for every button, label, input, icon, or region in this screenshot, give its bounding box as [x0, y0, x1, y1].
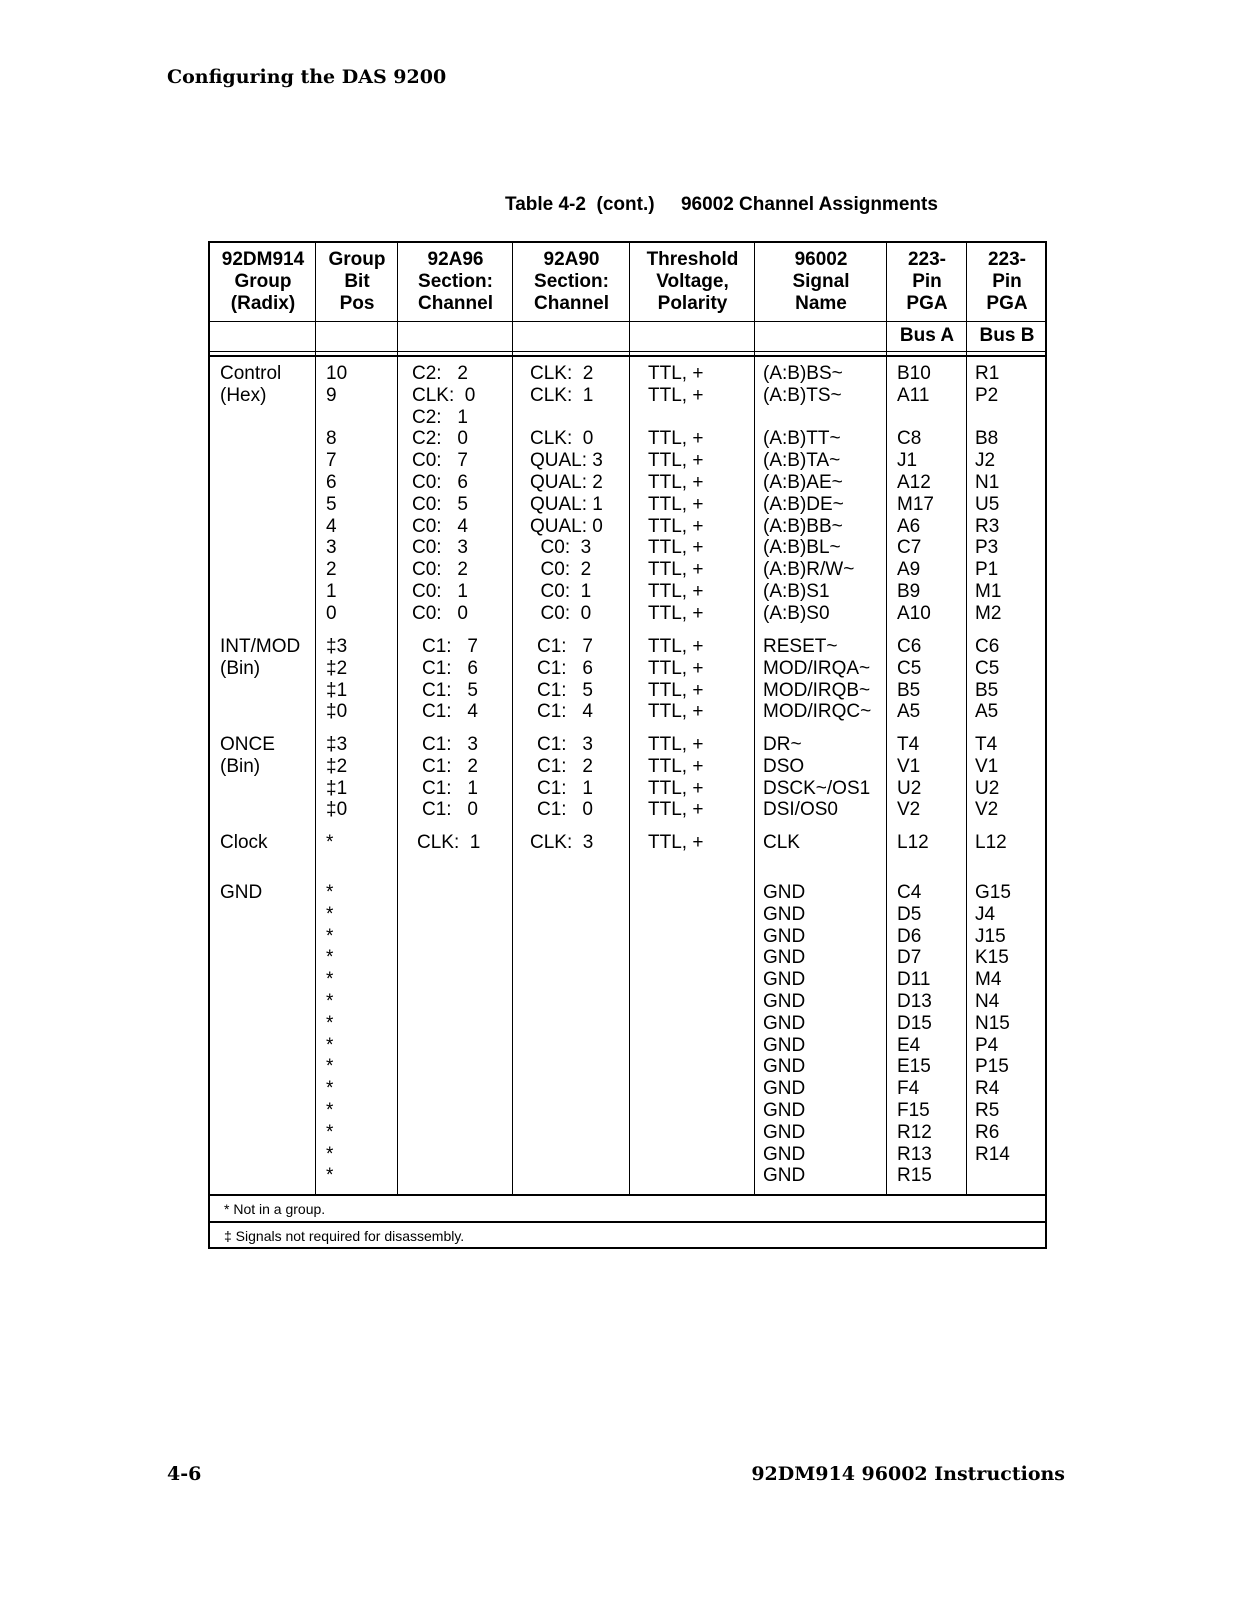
a96-channel-column: C1: 3 C1: 2 C1: 1 C1: 0: [422, 734, 478, 821]
table-caption: Table 4-2 (cont.) 96002 Channel Assignments: [505, 194, 938, 215]
a90-channel-column: CLK: 3: [530, 832, 594, 853]
bus-a-pin-column: T4 V1 U2 V2: [897, 734, 922, 821]
group-name: ONCE (Bin): [220, 734, 275, 777]
header-group-radix: 92DM914 Group (Radix): [221, 249, 305, 314]
a96-channel-column: C1: 7 C1: 6 C1: 5 C1: 4: [422, 636, 478, 723]
signal-name-column: (A:B)BS~ (A:B)TS~ (A:B)TT~ (A:B)TA~ (A:B)AE~ (A:B)DE~ (A:B)BB~ (A:B)BL~ (A:B)R/W~ (A:B)S1 (A:B)S0: [763, 363, 855, 624]
bus-b-pin-column: T4 V1 U2 V2: [975, 734, 1000, 821]
bus-a-pin-column: B10 A11 C8 J1 A12 M17 A6 C7 A9 B9 A10: [897, 363, 934, 624]
bus-b-pin-column: C6 C5 B5 A5: [975, 636, 1000, 723]
group-name: GND: [220, 882, 263, 903]
subheader-bus-a: Bus A: [899, 325, 955, 346]
a90-channel-column: C1: 7 C1: 6 C1: 5 C1: 4: [537, 636, 593, 723]
table-body: [210, 356, 1045, 1194]
table-subheader-row: [210, 321, 1045, 352]
bit-pos-column: * * * * * * * * * * * * * *: [326, 882, 334, 1187]
bit-pos-column: 10 9 8 7 6 5 4 3 2 1 0: [326, 363, 348, 624]
a96-channel-column: CLK: 1: [417, 832, 481, 853]
group-name: Clock: [220, 832, 268, 853]
footnote-not-required: ‡ Signals not required for disassembly.: [210, 1221, 1045, 1247]
signal-name-column: CLK: [763, 832, 800, 853]
bit-pos-column: ‡3 ‡2 ‡1 ‡0: [326, 636, 348, 723]
header-92a96: 92A96 Section: Channel: [418, 249, 493, 314]
a90-channel-column: CLK: 2 CLK: 1 CLK: 0 QUAL: 3 QUAL: 2 QUAL: 1 QUAL: 0 C0: 3 C0: 2 C0: 1 C0: 0: [530, 363, 603, 624]
header-pga-b: 223- Pin PGA: [986, 249, 1028, 314]
bus-b-pin-column: L12: [975, 832, 1007, 853]
signal-name-column: GND GND GND GND GND GND GND GND GND GND GND GND GND GND: [763, 882, 806, 1187]
signal-name-column: DR~ DSO DSCK~/OS1 DSI/OS0: [763, 734, 871, 821]
bus-a-pin-column: C6 C5 B5 A5: [897, 636, 922, 723]
header-threshold: Threshold Voltage, Polarity: [646, 249, 739, 314]
document-title-footer: 92DM914 96002 Instructions: [751, 1463, 1065, 1485]
header-bit-pos: Group Bit Pos: [328, 249, 386, 314]
bus-a-pin-column: L12: [897, 832, 929, 853]
bit-pos-column: ‡3 ‡2 ‡1 ‡0: [326, 734, 348, 821]
footnote-not-in-group: * Not in a group.: [210, 1194, 1045, 1221]
bit-pos-column: *: [326, 832, 334, 853]
threshold-column: TTL, + TTL, + TTL, + TTL, +: [648, 734, 704, 821]
channel-assignment-table: [208, 241, 1047, 1249]
group-name: INT/MOD (Bin): [220, 636, 301, 679]
signal-name-column: RESET~ MOD/IRQA~ MOD/IRQB~ MOD/IRQC~: [763, 636, 872, 723]
a90-channel-column: C1: 3 C1: 2 C1: 1 C1: 0: [537, 734, 593, 821]
group-name: Control (Hex): [220, 363, 282, 406]
subheader-bus-b: Bus B: [979, 325, 1035, 346]
threshold-column: TTL, + TTL, + TTL, + TTL, + TTL, + TTL, + TTL, + TTL, + TTL, + TTL, + TTL, +: [648, 363, 704, 624]
table-header-row: [210, 243, 1045, 322]
threshold-column: TTL, + TTL, + TTL, + TTL, +: [648, 636, 704, 723]
header-pga-a: 223- Pin PGA: [906, 249, 948, 314]
page-number: 4-6: [167, 1463, 202, 1485]
bus-b-pin-column: R1 P2 B8 J2 N1 U5 R3 P3 P1 M1 M2: [975, 363, 1002, 624]
bus-a-pin-column: C4 D5 D6 D7 D11 D13 D15 E4 E15 F4 F15 R12 R13 R15: [897, 882, 932, 1187]
bus-b-pin-column: G15 J4 J15 K15 M4 N4 N15 P4 P15 R4 R5 R6 R14: [975, 882, 1011, 1165]
running-head: Configuring the DAS 9200: [167, 66, 447, 88]
threshold-column: TTL, +: [648, 832, 704, 853]
header-signal-name: 96002 Signal Name: [792, 249, 850, 314]
a96-channel-column: C2: 2 CLK: 0 C2: 1 C2: 0 C0: 7 C0: 6 C0: 5 C0: 4 C0: 3 C0: 2 C0: 1 C0: 0: [412, 363, 476, 624]
header-92a90: 92A90 Section: Channel: [534, 249, 609, 314]
